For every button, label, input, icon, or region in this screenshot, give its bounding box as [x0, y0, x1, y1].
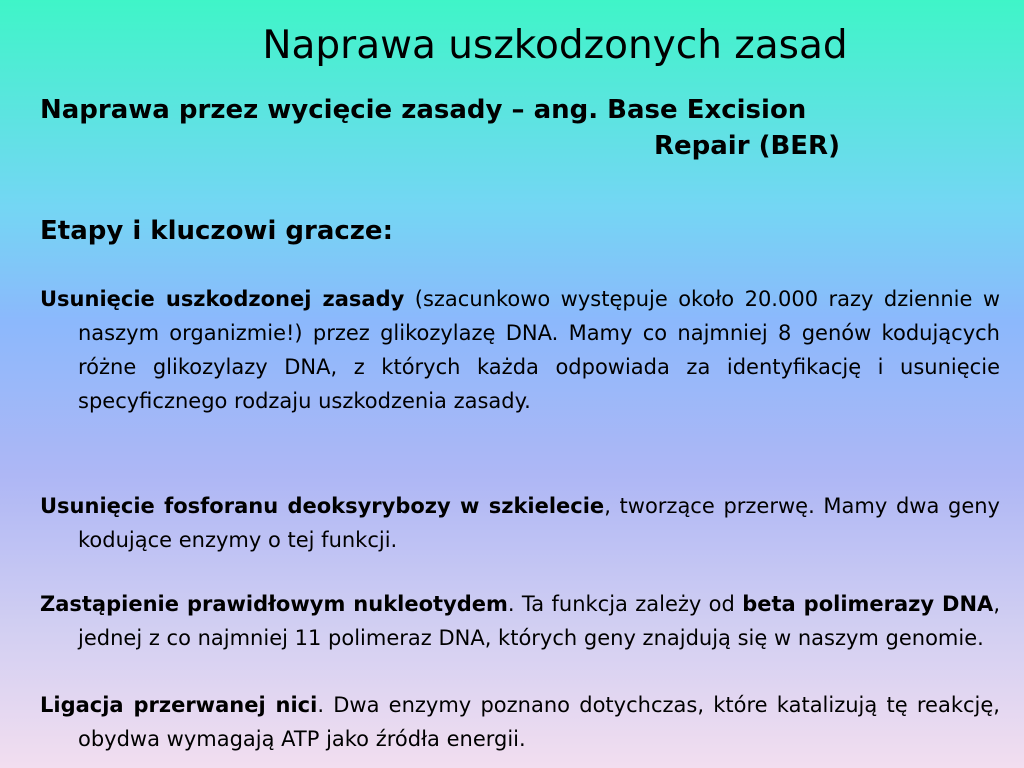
paragraph-ligation [40, 688, 1000, 756]
term-phosphate-removal: Usunięcie fosforanu deoksyrybozy w szkielecie [40, 494, 605, 518]
term-nucleotide-replacement: Zastąpienie prawidłowym nukleotydem [40, 592, 508, 616]
paragraph-base-removal [40, 282, 1000, 418]
text-polymerases: , jednej z co najmniej 11 polimeraz DNA, których geny znajdują się w naszym genomie. [78, 592, 1000, 650]
slide-title: Naprawa uszkodzonych zasad [262, 23, 848, 68]
subtitle-line-1: Naprawa przez wycięcie zasady – ang. Base Excision [40, 95, 807, 125]
text-base-removal: (szacunkowo występuje około 20.000 razy dziennie w naszym organizmie!) przez glikozylazę DNA. Mamy co najmniej 8 genów kodujących różne glikozylazy DNA, z których każda odpowiada za identyfikację i usunięcie specyficznego rodzaju uszkodzenia zasady. [78, 287, 1001, 413]
text-nucleotide-replacement: . Ta funkcja zależy od [507, 592, 743, 616]
text-phosphate-removal: , tworzące przerwę. Mamy dwa geny kodujące enzymy o tej funkcji. [78, 494, 1000, 552]
term-beta-polymerase: beta polimerazy DNA [742, 592, 994, 616]
paragraph-nucleotide-replacement [40, 587, 1000, 655]
term-base-removal: Usunięcie uszkodzonej zasady [40, 287, 405, 311]
slide-subtitle [40, 92, 920, 164]
term-ligation: Ligacja przerwanej nici [40, 693, 318, 717]
paragraph-phosphate-removal [40, 489, 1000, 557]
stages-heading: Etapy i kluczowi gracze: [40, 216, 393, 246]
text-ligation: . Dwa enzymy poznano dotychczas, które katalizują tę reakcję, obydwa wymagają ATP jako źródła energii. [78, 693, 1000, 751]
subtitle-line-2: Repair (BER) [654, 131, 840, 161]
